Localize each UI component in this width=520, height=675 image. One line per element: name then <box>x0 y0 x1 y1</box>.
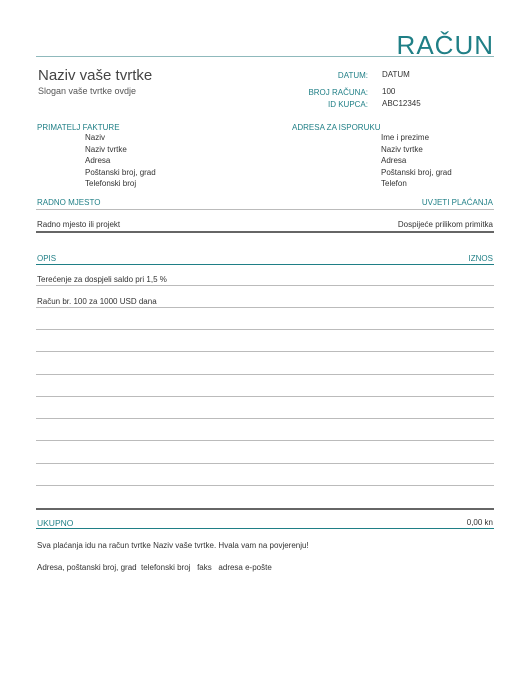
bill-to-line: Telefonski broj <box>85 179 137 188</box>
bill-to-line: Poštanski broj, grad <box>85 167 156 177</box>
table-row <box>36 329 494 330</box>
ship-to-heading: ADRESA ZA ISPORUKU <box>292 123 381 132</box>
total-value: 0,00 kn <box>466 518 493 527</box>
customer-id-label: ID KUPCA: <box>327 100 368 109</box>
table-row <box>36 463 494 464</box>
bill-to-line: Adresa <box>85 156 111 165</box>
bill-to-line: Naziv <box>85 133 106 142</box>
table-row <box>36 485 494 486</box>
payment-note: Sva plaćanja idu na račun tvrtke Naziv vaše tvrtke. Hvala vam na povjerenju! <box>37 541 309 550</box>
contact-line: Adresa, poštanski broj, grad telefonski broj faks adresa e-pošte <box>37 563 272 572</box>
table-row <box>36 307 494 308</box>
invoice-number-label: BROJ RAČUNA: <box>308 88 368 97</box>
ship-to-line: Naziv tvrtke <box>381 144 423 154</box>
job-bottom-rule <box>36 231 494 233</box>
items-header-rule <box>36 264 494 265</box>
ship-to-line: Telefon <box>381 179 407 188</box>
ship-to-line: Adresa <box>381 156 407 165</box>
bill-to-address <box>85 132 156 190</box>
date-value: DATUM <box>382 70 410 79</box>
table-row <box>36 396 494 397</box>
item-description: Račun br. 100 za 1000 USD dana <box>37 297 157 306</box>
ship-to-line: Ime i prezime <box>381 133 430 142</box>
description-column-heading: OPIS <box>37 254 57 263</box>
terms-heading: UVJETI PLAĆANJA <box>421 198 493 207</box>
table-row <box>36 285 494 286</box>
bill-to-heading: PRIMATELJ FAKTURE <box>37 123 120 132</box>
item-description: Terećenje za dospjeli saldo pri 1,5 % <box>37 275 167 284</box>
bill-to-line: Naziv tvrtke <box>85 144 127 154</box>
invoice-title: RAČUN <box>396 30 494 60</box>
invoice-number-value: 100 <box>382 87 396 96</box>
table-row <box>36 418 494 419</box>
job-divider <box>36 209 494 210</box>
company-slogan: Slogan vaše tvrtke ovdje <box>38 86 137 96</box>
ship-to-line: Poštanski broj, grad <box>381 167 452 177</box>
terms-value: Dospijeće prilikom primitka <box>397 220 493 229</box>
table-row <box>36 351 494 352</box>
amount-column-heading: IZNOS <box>468 254 493 263</box>
ship-to-address <box>381 132 452 190</box>
customer-id-value: ABC12345 <box>382 99 421 108</box>
job-heading: RADNO MJESTO <box>37 198 101 207</box>
table-row <box>36 440 494 441</box>
total-label: UKUPNO <box>37 518 74 528</box>
company-name: Naziv vaše tvrtke <box>38 67 153 84</box>
job-value: Radno mjesto ili projekt <box>37 220 121 229</box>
date-label: DATUM: <box>337 71 368 80</box>
table-row <box>36 374 494 375</box>
total-rule <box>36 528 494 529</box>
header-divider <box>36 56 494 57</box>
items-bottom-rule <box>36 508 494 510</box>
